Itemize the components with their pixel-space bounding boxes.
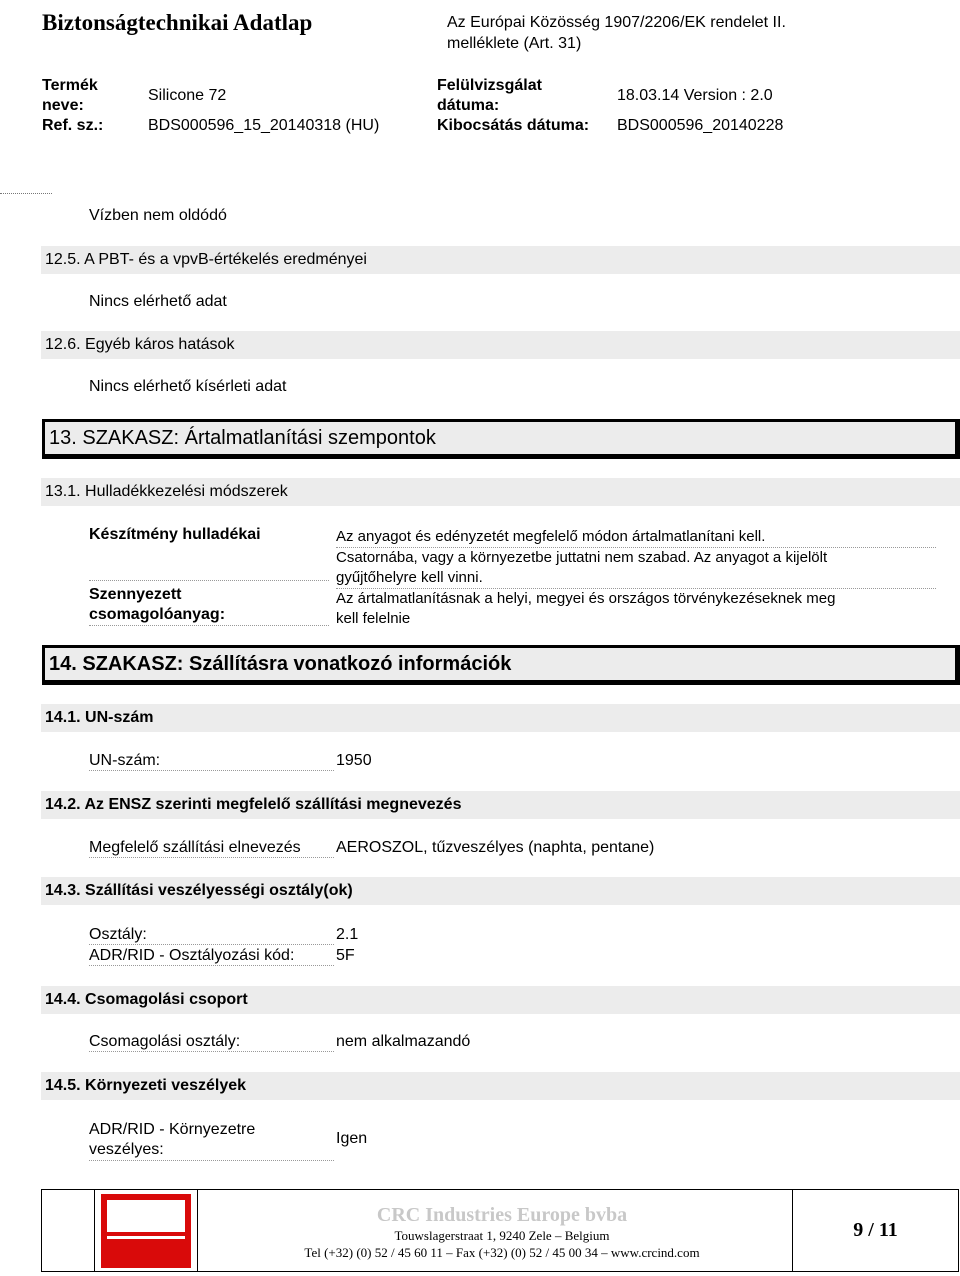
classification-code-value: 5F xyxy=(336,947,355,964)
classification-code-label: ADR/RID - Osztályozási kód: xyxy=(89,947,334,966)
environmental-hazard-label: ADR/RID - Környezetre veszélyes: xyxy=(89,1120,334,1161)
waste-product-label: Készítmény hulladékai xyxy=(89,525,329,581)
subsection-12-6-text: Nincs elérhető kísérleti adat xyxy=(89,378,287,395)
packing-group-value: nem alkalmazandó xyxy=(336,1033,471,1050)
class-value: 2.1 xyxy=(336,926,359,943)
shipping-name-label: Megfelelő szállítási elnevezés xyxy=(89,839,334,858)
subsection-14-5-heading: 14.5. Környezeti veszélyek xyxy=(41,1072,960,1100)
waste-disposal-text: Az anyagot és edényzetét megfelelő módon ártalmatlanítani kell. Csatornába, vagy a környezetbe juttatni nem szabad. Az anyagot a kijelölt gyűjtőhelyre kell vinni. Az ártalmatlanításnak a helyi, megyei és országos törvénykezéseknek meg kell felelnie xyxy=(336,527,936,629)
section-14-heading: 14. SZAKASZ: Szállításra vonatkozó információk xyxy=(42,645,960,685)
ref-number-label: Ref. sz.: xyxy=(42,117,104,134)
subsection-14-2-heading: 14.2. Az ENSZ szerinti megfelelő szállítási megnevezés xyxy=(41,791,960,819)
divider xyxy=(0,193,52,194)
water-solubility-text: Vízben nem oldódó xyxy=(89,207,227,224)
product-name-label: Termék neve: xyxy=(42,77,98,114)
company-name: CRC Industries Europe bvba xyxy=(376,1204,628,1226)
logo-cell xyxy=(94,1190,198,1271)
packing-group-label: Csomagolási osztály: xyxy=(89,1033,334,1052)
class-label: Osztály: xyxy=(89,926,334,945)
subsection-14-3-heading: 14.3. Szállítási veszélyességi osztály(ok) xyxy=(41,877,960,905)
section-13-heading: 13. SZAKASZ: Ártalmatlanítási szempontok xyxy=(42,419,960,459)
subsection-13-1-heading: 13.1. Hulladékkezelési módszerek xyxy=(41,478,960,506)
product-name-value: Silicone 72 xyxy=(148,87,227,104)
page-footer xyxy=(41,1189,959,1272)
revision-date-value: 18.03.14 Version : 2.0 xyxy=(617,87,773,104)
shipping-name-value: AEROSZOL, tűzveszélyes (naphta, pentane) xyxy=(336,839,655,856)
issue-date-label: Kibocsátás dátuma: xyxy=(437,117,590,134)
un-number-value: 1950 xyxy=(336,752,372,769)
document-title: Biztonságtechnikai Adatlap xyxy=(42,10,313,35)
subsection-14-1-heading: 14.1. UN-szám xyxy=(41,704,960,732)
issue-date-value: BDS000596_20140228 xyxy=(617,117,784,134)
page-number: 9 / 11 xyxy=(792,1190,958,1271)
un-number-label: UN-szám: xyxy=(89,752,334,771)
ref-number-value: BDS000596_15_20140318 (HU) xyxy=(148,117,380,134)
kontakt-chemie-logo xyxy=(101,1194,191,1268)
contaminated-packaging-label: Szennyezett csomagolóanyag: xyxy=(89,585,329,626)
subsection-12-5-text: Nincs elérhető adat xyxy=(89,293,227,310)
environmental-hazard-value: Igen xyxy=(336,1130,368,1147)
subsection-12-6-heading: 12.6. Egyéb káros hatások xyxy=(41,331,960,359)
regulation-reference: Az Európai Közösség 1907/2206/EK rendelet II. melléklete (Art. 31) xyxy=(447,14,786,52)
subsection-14-4-heading: 14.4. Csomagolási csoport xyxy=(41,986,960,1014)
subsection-12-5-heading: 12.5. A PBT- és a vpvB-értékelés eredményei xyxy=(41,246,960,274)
company-address: Touwslagerstraat 1, 9240 Zele – Belgium Tel (+32) (0) 52 / 45 60 11 – Fax (+32) (0) 52 / 45 00 34 – www.crcind.com xyxy=(304,1228,700,1260)
revision-date-label: Felülvizsgálat dátuma: xyxy=(437,77,542,114)
